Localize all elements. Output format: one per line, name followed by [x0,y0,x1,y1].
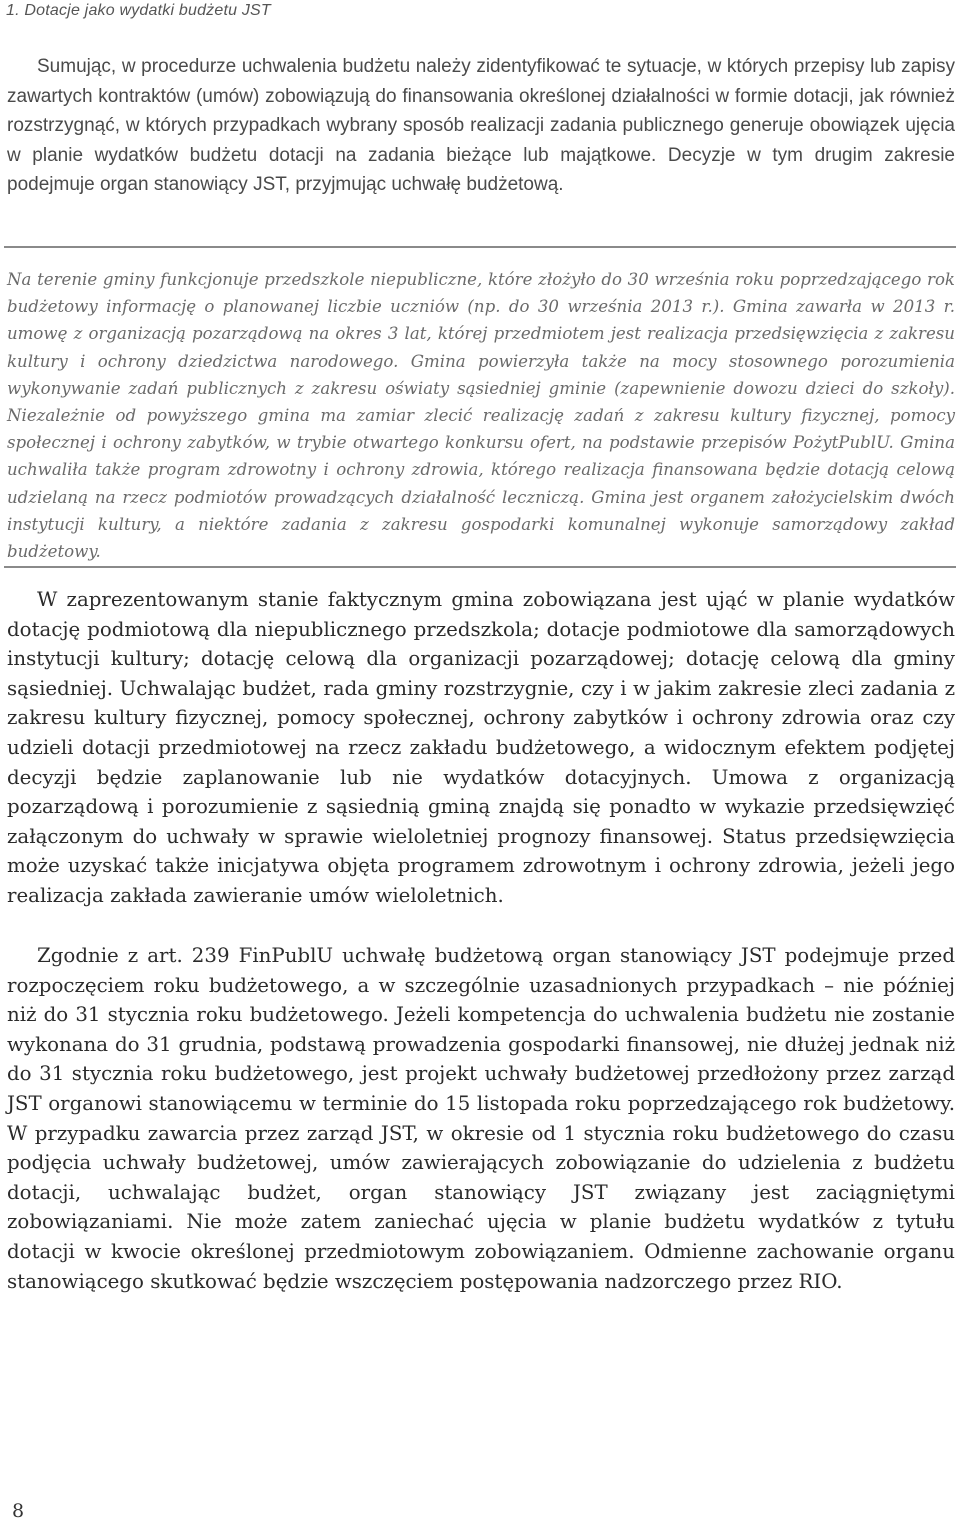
example-box-text: Na terenie gminy funkcjonuje przedszkole niepubliczne, które złożyło do 30 września roku poprzedzającego rok budżetowy informację o planowanej liczbie uczniów (np. do 30 września 2013 r.). Gmina zawarła w 2013 r. umowę z organizacją pozarządową na okres 3 lat, której przedmiotem jest realizacja przedsięwzięcia z zakresu kultury i ochrony dziedzictwa narodowego. Gmina powierzyła także na mocy stosownego porozumienia wykonywanie zadań publicznych z zakresu oświaty sąsiedniej gminie (zapewnienie dowozu dzieci do szkoły). Niezależnie od powyższego gmina ma zamiar zlecić realizację zadań z zakresu kultury fizycznej, pomocy społecznej i ochrony zabytków, w trybie otwartego konkursu ofert, na podstawie przepisów PożytPublU. Gmina uchwaliła także program zdrowotny i ochrony zdrowia, którego realizacja finansowana będzie dotacją celową udzielaną na rzecz podmiotów prowadzących działalność leczniczą. Gmina jest organem założycielskim dwóch instytucji kultury, a niektóre zadania z zakresu gospodarki komunalnej wykonuje samorządowy zakład budżetowy. [7,270,955,562]
example-top-rule [4,246,956,248]
page-number: 8 [12,1500,25,1522]
summary-paragraph: Sumując, w procedurze uchwalenia budżetu należy zidentyfikować te sytuacje, w których przepisy lub zapisy zawartych kontraktów (umów) zobowiązują do finansowania określonej działalności w formie dotacji, jak również rozstrzygnąć, w których przypadkach wybrany sposób realizacji zadania publicznego generuje obowiązek ujęcia w planie wydatków budżetu dotacji na zadania bieżące lub majątkowe. Decyzje w tym drugim zakresie podejmuje organ stanowiący JST, przyjmując uchwałę budżetową. [7,56,955,195]
body-paragraph-2: Zgodnie z art. 239 FinPublU uchwałę budżetową organ stanowiący JST podejmuje przed rozpoczęciem roku budżetowego, a w szczególnie uzasadnionych przypadkach – nie później niż do 31 stycznia roku budżetowego. Jeżeli kompetencja do uchwalenia budżetu nie zostanie wykonana do 31 grudnia, podstawą prowadzenia gospodarki finansowej, nie dłużej jednak niż do 31 stycznia roku budżetowego, jest projekt uchwały budżetowej przedłożony przez zarząd JST organowi stanowiącemu w terminie do 15 listopada roku poprzedzającego rok budżetowy. W przypadku zawarcia przez zarząd JST, w okresie od 1 stycznia roku budżetowego do czasu podjęcia uchwały budżetowej, umów zawierających zobowiązanie do udzielenia z budżetu dotacji, uchwalając budżet, organ stanowiący JST związany jest zaciągniętymi zobowiązaniami. Nie może zatem zaniechać ujęcia w planie budżetu wydatków z tytułu dotacji w kwocie określonej przedmiotowym zobowiązaniem. Odmienne zachowanie organu stanowiącego skutkować będzie wszczęciem postępowania nadzorczego przez RIO. [7,944,955,1293]
body-paragraph-1: W zaprezentowanym stanie faktycznym gmina zobowiązana jest ująć w planie wydatków dotację podmiotową dla niepublicznego przedszkola; dotacje podmiotowe dla samorządowych instytucji kultury; dotację celową dla organizacji pozarządowej; dotację celową dla gminy sąsiedniej. Uchwalając budżet, rada gminy rozstrzygnie, czy i w jakim zakresie zleci zadania z zakresu kultury fizycznej, pomocy społecznej, ochrony zabytków i ochrony zdrowia oraz czy udzieli dotacji przedmiotowej na rzecz zakładu budżetowego, a widocznym efektem podjętej decyzji będzie zaplanowanie lub nie wydatków dotacyjnych. Umowa z organizacją pozarządową i porozumienie z sąsiednią gminą znajdą się ponadto w wykazie przedsięwzięć załączonym do uchwały w sprawie wieloletniej prognozy finansowej. Status przedsięwzięcia może uzyskać także inicjatywa objęta programem zdrowotnym i ochrony zdrowia, jeżeli jego realizacja zakłada zawieranie umów wieloletnich. [7,588,955,907]
running-header: 1. Dotacje jako wydatki budżetu JST [6,2,271,19]
example-bottom-rule [4,566,956,568]
